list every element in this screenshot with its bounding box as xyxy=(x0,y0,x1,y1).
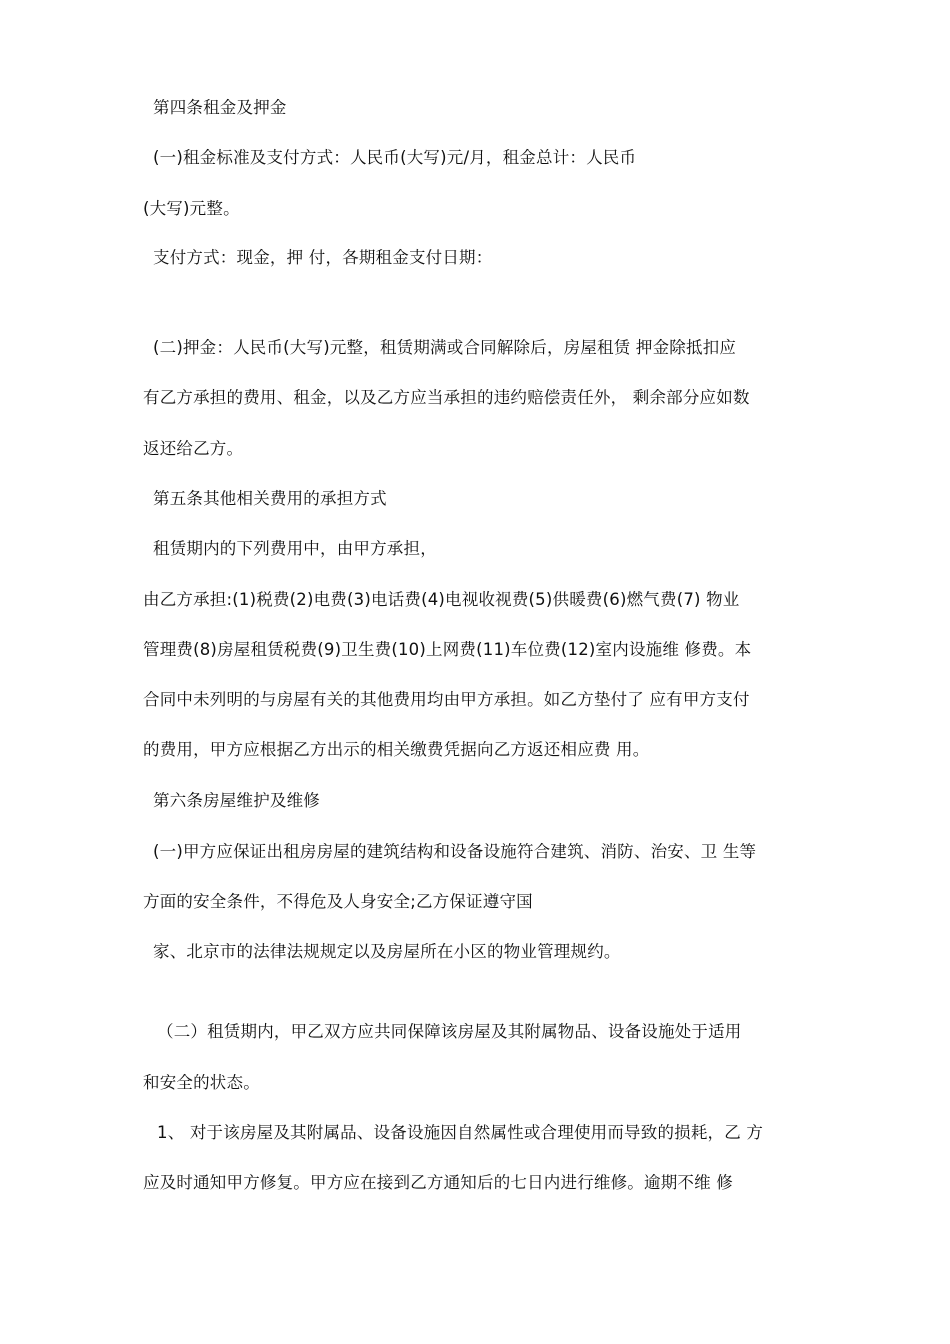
paragraph-line: 返还给乙方。 xyxy=(143,439,244,458)
paragraph-line: 支付方式：现金，押 付，各期租金支付日期： xyxy=(153,248,493,267)
paragraph-line: 和安全的状态。 xyxy=(143,1073,260,1092)
paragraph-line: 合同中未列明的与房屋有关的其他费用均由甲方承担。如乙方垫付了 应有甲方支付 xyxy=(143,690,750,709)
paragraph-line: （二）租赁期内，甲乙双方应共同保障该房屋及其附属物品、设备设施处于适用 xyxy=(157,1022,742,1041)
paragraph-line: 家、北京市的法律法规规定以及房屋所在小区的物业管理规约。 xyxy=(153,942,621,961)
paragraph-line: 1、 对于该房屋及其附属品、设备设施因自然属性或合理使用而导致的损耗，乙 方 xyxy=(157,1123,764,1142)
paragraph-line: 有乙方承担的费用、租金，以及乙方应当承担的违约赔偿责任外， 剩余部分应如数 xyxy=(143,388,750,407)
section-heading-4: 第四条租金及押金 xyxy=(153,98,287,117)
paragraph-line: 租赁期内的下列费用中，由甲方承担， xyxy=(153,539,437,558)
paragraph-line: (一)租金标准及支付方式：人民币(大写)元/月，租金总计：人民币 xyxy=(153,148,637,167)
paragraph-line: 的费用，甲方应根据乙方出示的相关缴费凭据向乙方返还相应费 用。 xyxy=(143,740,650,759)
paragraph-line: 由乙方承担:(1)税费(2)电费(3)电话费(4)电视收视费(5)供暖费(6)燃气费(7) 物业 xyxy=(143,590,740,609)
paragraph-line: 应及时通知甲方修复。甲方应在接到乙方通知后的七日内进行维修。逾期不维 修 xyxy=(143,1173,733,1192)
paragraph-line: 方面的安全条件，不得危及人身安全;乙方保证遵守国 xyxy=(143,892,533,911)
section-heading-6: 第六条房屋维护及维修 xyxy=(153,791,320,810)
section-heading-5: 第五条其他相关费用的承担方式 xyxy=(153,489,387,508)
paragraph-line: (二)押金：人民币(大写)元整，租赁期满或合同解除后，房屋租赁 押金除抵扣应 xyxy=(153,338,737,357)
paragraph-line: (一)甲方应保证出租房房屋的建筑结构和设备设施符合建筑、消防、治安、卫 生等 xyxy=(153,842,757,861)
paragraph-line: 管理费(8)房屋租赁税费(9)卫生费(10)上网费(11)车位费(12)室内设施维 修费。本 xyxy=(143,640,752,659)
paragraph-line: (大写)元整。 xyxy=(143,199,240,218)
